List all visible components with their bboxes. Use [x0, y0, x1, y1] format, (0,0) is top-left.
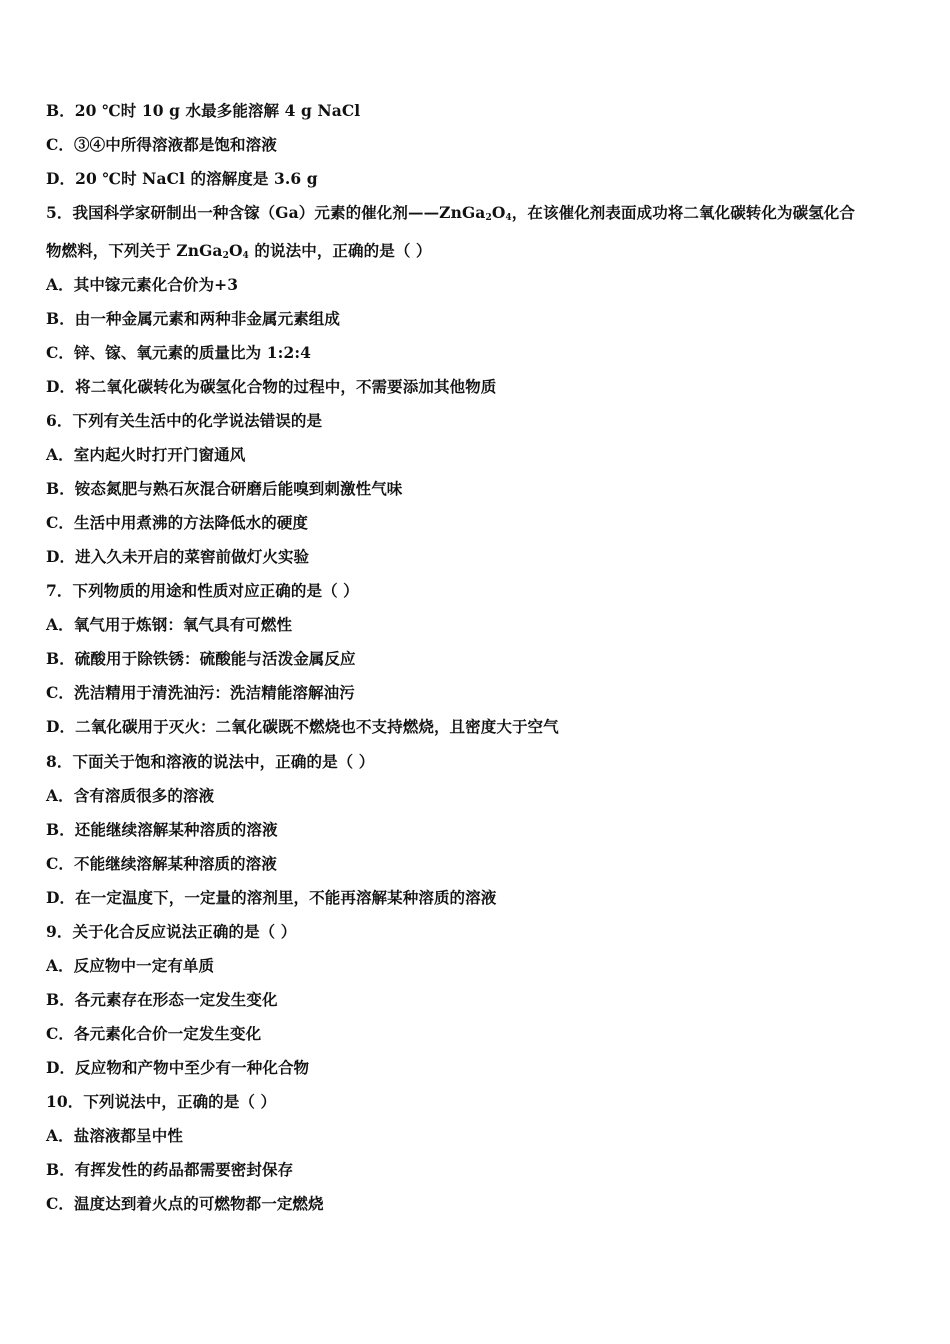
- option-d-q5: D．将二氧化碳转化为碳氢化合物的过程中，不需要添加其他物质: [46, 377, 497, 396]
- question-8: 8．下面关于饱和溶液的说法中，正确的是（ ）: [46, 752, 375, 771]
- option-a-q8: A．含有溶质很多的溶液: [46, 786, 215, 805]
- option-c-q7: C．洗洁精用于清洗油污：洗洁精能溶解油污: [46, 683, 355, 702]
- option-a-q10: A．盐溶液都呈中性: [46, 1126, 183, 1145]
- option-b-q4: B．20 ℃时 10 g 水最多能溶解 4 g NaCl: [46, 101, 361, 120]
- option-b-q5: B．由一种金属元素和两种非金属元素组成: [46, 309, 341, 328]
- option-b-q7: B．硫酸用于除铁锈：硫酸能与活泼金属反应: [46, 649, 356, 668]
- option-c-q8: C．不能继续溶解某种溶质的溶液: [46, 854, 277, 873]
- question-5-line-2: 物燃料，下列关于 $ZnGa_2O_4$ 的说法中，正确的是（ ）: [46, 241, 432, 261]
- option-c-q5: C．锌、镓、氧元素的质量比为 1:2:4: [46, 343, 312, 362]
- option-c-q9: C．各元素化合价一定发生变化: [46, 1024, 262, 1043]
- option-c-q10: C．温度达到着火点的可燃物都一定燃烧: [46, 1194, 324, 1213]
- option-d-q7: D．二氧化碳用于灭火：二氧化碳既不燃烧也不支持燃烧，且密度大于空气: [46, 717, 559, 736]
- option-b-q9: B．各元素存在形态一定发生变化: [46, 990, 278, 1009]
- option-d-q9: D．反应物和产物中至少有一种化合物: [46, 1058, 310, 1077]
- question-6: 6．下列有关生活中的化学说法错误的是: [46, 411, 323, 430]
- option-d-q4: D．20 ℃时 NaCl 的溶解度是 3.6 g: [46, 169, 318, 188]
- option-c-q4: C．③④中所得溶液都是饱和溶液: [46, 135, 277, 154]
- option-a-q6: A．室内起火时打开门窗通风: [46, 445, 246, 464]
- option-a-q5: A．其中镓元素化合价为+3: [46, 275, 239, 294]
- option-b-q10: B．有挥发性的药品都需要密封保存: [46, 1160, 294, 1179]
- question-10: 10．下列说法中，正确的是（ ）: [46, 1092, 277, 1111]
- question-9: 9．关于化合反应说法正确的是（ ）: [46, 922, 297, 941]
- question-5-line-1: 5．我国科学家研制出一种含镓（Ga）元素的催化剂$——ZnGa_2O_4$，在该催化剂表面成功将二氧化碳转化为碳氢化合: [46, 203, 855, 223]
- option-b-q8: B．还能继续溶解某种溶质的溶液: [46, 820, 278, 839]
- option-b-q6: B．铵态氮肥与熟石灰混合研磨后能嗅到刺激性气味: [46, 479, 403, 498]
- option-a-q9: A．反应物中一定有单质: [46, 956, 215, 975]
- option-a-q7: A．氧气用于炼钢：氧气具有可燃性: [46, 615, 293, 634]
- option-d-q8: D．在一定温度下，一定量的溶剂里，不能再溶解某种溶质的溶液: [46, 888, 497, 907]
- option-c-q6: C．生活中用煮沸的方法降低水的硬度: [46, 513, 309, 532]
- question-7: 7．下列物质的用途和性质对应正确的是（ ）: [46, 581, 359, 600]
- option-d-q6: D．进入久未开启的菜窖前做灯火实验: [46, 547, 310, 566]
